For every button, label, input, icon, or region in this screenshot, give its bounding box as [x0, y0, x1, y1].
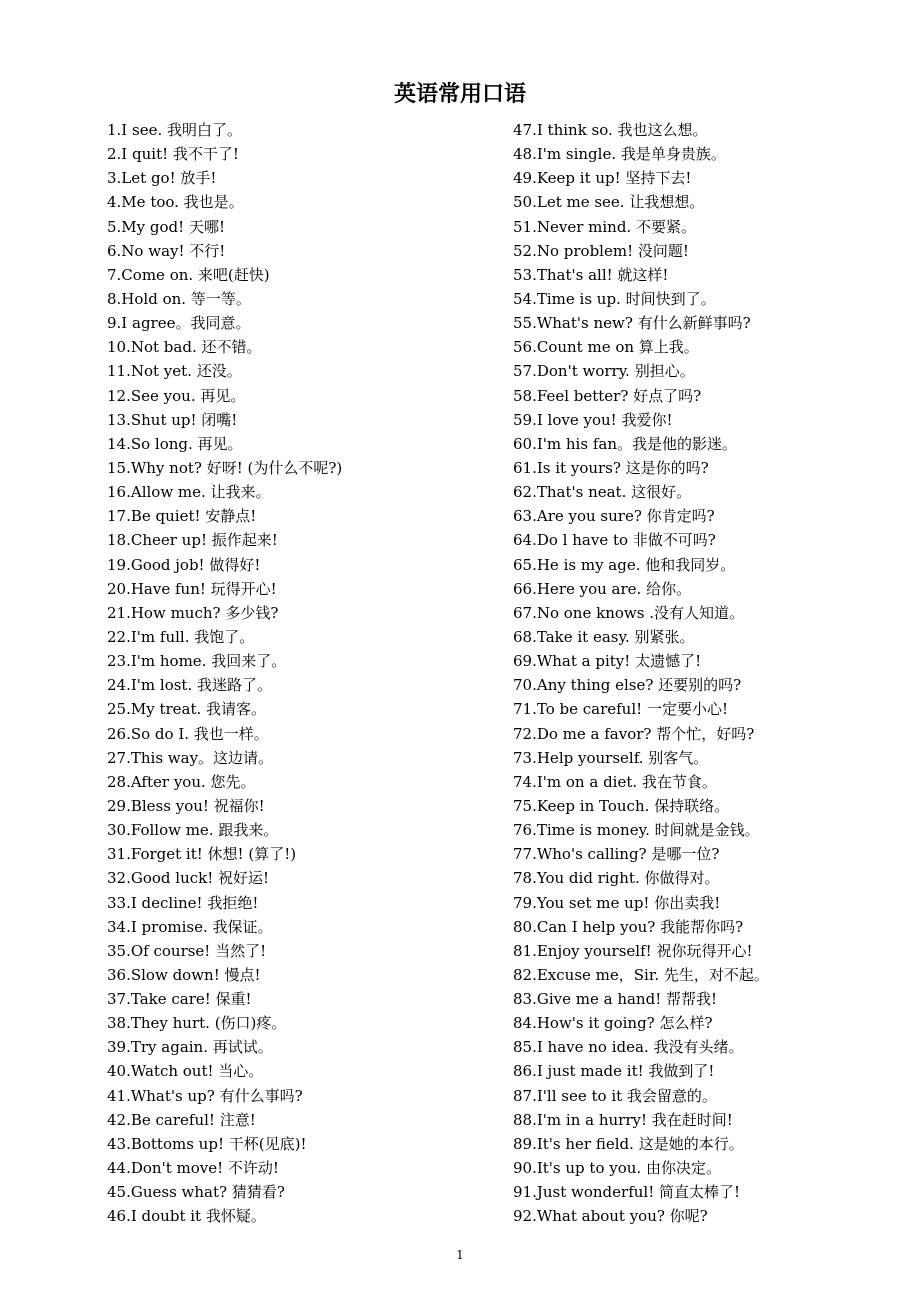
phrase-item: 66.Here you are. 给你。 [513, 579, 692, 598]
phrase-item: 83.Give me a hand! 帮帮我! [513, 990, 718, 1009]
phrase-item: 37.Take care! 保重! [107, 990, 252, 1009]
phrase-item: 27.This way。这边请。 [107, 748, 274, 767]
phrase-item: 31.Forget it! 休想! (算了!) [107, 845, 297, 864]
phrase-item: 10.Not bad. 还不错。 [107, 338, 262, 357]
left-phrase-column [107, 118, 502, 1228]
phrase-item: 65.He is my age. 他和我同岁。 [513, 555, 736, 574]
phrase-item: 53.That's all! 就这样! [513, 265, 669, 284]
phrase-item: 64.Do l have to 非做不可吗? [513, 531, 716, 550]
phrase-item: 82.Excuse me，Sir. 先生，对不起。 [513, 965, 769, 984]
phrase-item: 61.Is it yours? 这是你的吗? [513, 458, 709, 477]
phrase-item: 34.I promise. 我保证。 [107, 917, 273, 936]
phrase-item: 90.It's up to you. 由你决定。 [513, 1159, 721, 1178]
phrase-item: 88.I'm in a hurry! 我在赶时间! [513, 1110, 733, 1129]
phrase-item: 57.Don't worry. 别担心。 [513, 362, 695, 381]
phrase-item: 52.No problem! 没问题! [513, 241, 689, 260]
phrase-item: 48.I'm single. 我是单身贵族。 [513, 145, 726, 164]
phrase-item: 32.Good luck! 祝好运! [107, 869, 270, 888]
phrase-item: 78.You did right. 你做得对。 [513, 869, 720, 888]
phrase-item: 43.Bottoms up! 干杯(见底)! [107, 1134, 307, 1153]
phrase-item: 92.What about you? 你呢? [513, 1207, 708, 1226]
phrase-item: 24.I'm lost. 我迷路了。 [107, 676, 272, 695]
phrase-item: 1.I see. 我明白了。 [107, 121, 242, 139]
phrase-item: 67.No one knows .没有人知道。 [513, 603, 744, 622]
phrase-item: 62.That's neat. 这很好。 [513, 483, 692, 502]
phrase-item: 3.Let go! 放手! [107, 169, 217, 188]
right-phrase-column [513, 118, 893, 1228]
phrase-item: 9.I agree。我同意。 [107, 314, 251, 333]
phrase-item: 15.Why not? 好呀! (为什么不呢?) [107, 458, 343, 477]
phrase-item: 29.Bless you! 祝福你! [107, 796, 265, 815]
phrase-item: 26.So do I. 我也一样。 [107, 724, 269, 743]
phrase-item: 42.Be careful! 注意! [107, 1110, 256, 1129]
phrase-item: 70.Any thing else? 还要别的吗? [513, 676, 742, 695]
phrase-item: 44.Don't move! 不许动! [107, 1159, 279, 1178]
phrase-item: 17.Be quiet! 安静点! [107, 507, 257, 526]
phrase-item: 28.After you. 您先。 [107, 772, 256, 791]
phrase-item: 39.Try again. 再试试。 [107, 1038, 273, 1057]
phrase-item: 47.I think so. 我也这么想。 [513, 121, 708, 139]
phrase-item: 38.They hurt. (伤口)疼。 [107, 1014, 287, 1033]
phrase-item: 87.I'll see to it 我会留意的。 [513, 1086, 717, 1105]
phrase-item: 11.Not yet. 还没。 [107, 362, 242, 381]
phrase-item: 18.Cheer up! 振作起来! [107, 531, 278, 550]
phrase-item: 69.What a pity! 太遗憾了! [513, 652, 702, 671]
phrase-item: 79.You set me up! 你出卖我! [513, 893, 721, 912]
phrase-item: 6.No way! 不行! [107, 241, 226, 260]
phrase-item: 8.Hold on. 等一等。 [107, 289, 251, 308]
phrase-item: 50.Let me see. 让我想想。 [513, 193, 705, 212]
phrase-item: 35.Of course! 当然了! [107, 941, 267, 960]
phrase-item: 36.Slow down! 慢点! [107, 965, 261, 984]
phrase-item: 41.What's up? 有什么事吗? [107, 1086, 303, 1105]
phrase-item: 58.Feel better? 好点了吗? [513, 386, 702, 405]
page-number: 1 [456, 1248, 464, 1262]
phrase-item: 20.Have fun! 玩得开心! [107, 579, 277, 598]
phrase-item: 14.So long. 再见。 [107, 434, 243, 453]
page-title: 英语常用口语 [393, 82, 526, 107]
phrase-item: 81.Enjoy yourself! 祝你玩得开心! [513, 941, 753, 960]
phrase-item: 85.I have no idea. 我没有头绪。 [513, 1038, 744, 1057]
phrase-item: 72.Do me a favor? 帮个忙，好吗? [513, 724, 755, 743]
phrase-item: 21.How much? 多少钱? [107, 603, 279, 622]
phrase-item: 75.Keep in Touch. 保持联络。 [513, 796, 730, 815]
phrase-item: 55.What's new? 有什么新鲜事吗? [513, 314, 751, 333]
phrase-item: 13.Shut up! 闭嘴! [107, 410, 238, 429]
phrase-item: 77.Who's calling? 是哪一位? [513, 845, 720, 864]
phrase-item: 84.How's it going? 怎么样? [513, 1014, 713, 1033]
phrase-item: 73.Help yourself. 别客气。 [513, 748, 709, 767]
phrase-item: 12.See you. 再见。 [107, 386, 246, 405]
phrase-item: 74.I'm on a diet. 我在节食。 [513, 772, 717, 791]
phrase-item: 60.I'm his fan。我是他的影迷。 [513, 434, 737, 453]
phrase-item: 49.Keep it up! 坚持下去! [513, 169, 692, 188]
phrase-item: 80.Can I help you? 我能帮你吗? [513, 917, 744, 936]
phrase-item: 23.I'm home. 我回来了。 [107, 652, 287, 671]
phrase-item: 30.Follow me. 跟我来。 [107, 821, 279, 840]
phrase-item: 71.To be careful! 一定要小心! [513, 700, 728, 719]
phrase-item: 19.Good job! 做得好! [107, 555, 261, 574]
phrase-item: 68.Take it easy. 别紧张。 [513, 627, 695, 646]
phrase-item: 89.It's her field. 这是她的本行。 [513, 1134, 744, 1153]
phrase-item: 56.Count me on 算上我。 [513, 338, 699, 357]
phrase-item: 25.My treat. 我请客。 [107, 700, 267, 719]
phrase-item: 7.Come on. 来吧(赶快) [107, 265, 270, 284]
phrase-item: 40.Watch out! 当心。 [107, 1062, 264, 1081]
phrase-item: 86.I just made it! 我做到了! [513, 1062, 715, 1081]
phrase-item: 4.Me too. 我也是。 [107, 193, 244, 212]
phrase-item: 46.I doubt it 我怀疑。 [107, 1207, 266, 1226]
phrase-item: 76.Time is money. 时间就是金钱。 [513, 821, 760, 840]
phrase-item: 5.My god! 天哪! [107, 217, 225, 236]
phrase-item: 22.I'm full. 我饱了。 [107, 627, 255, 646]
phrase-item: 33.I decline! 我拒绝! [107, 893, 259, 912]
phrase-item: 16.Allow me. 让我来。 [107, 483, 271, 502]
phrase-item: 54.Time is up. 时间快到了。 [513, 289, 716, 308]
phrase-item: 51.Never mind. 不要紧。 [513, 217, 696, 236]
phrase-item: 63.Are you sure? 你肯定吗? [513, 507, 715, 526]
phrase-item: 91.Just wonderful! 简直太棒了! [513, 1183, 741, 1202]
phrase-item: 2.I quit! 我不干了! [107, 145, 239, 164]
phrase-item: 45.Guess what? 猜猜看? [107, 1183, 285, 1202]
phrase-item: 59.I love you! 我爱你! [513, 410, 673, 429]
